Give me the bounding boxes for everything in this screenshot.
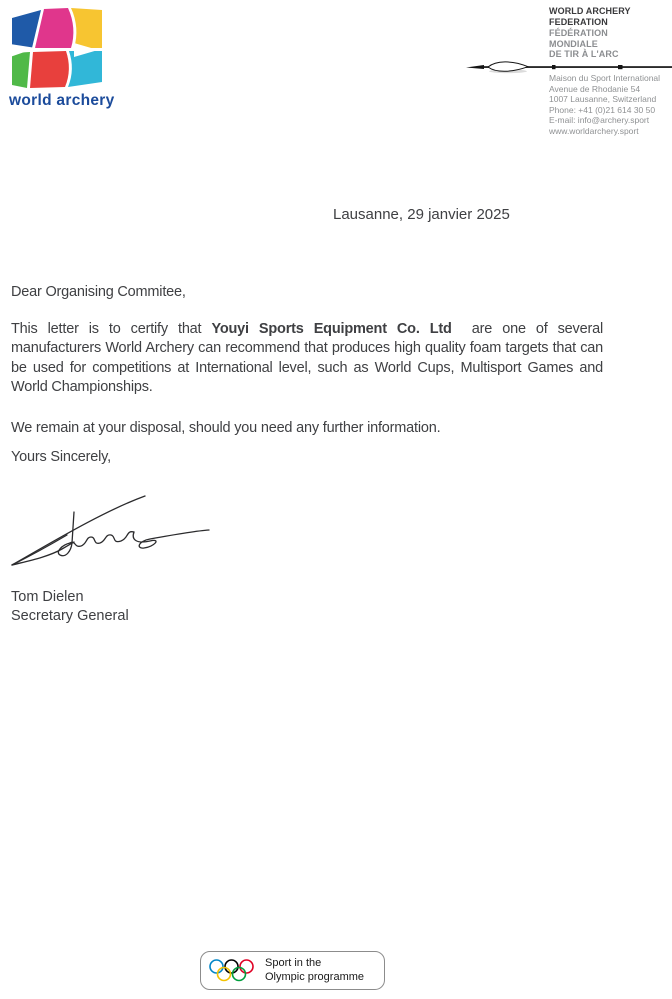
- closing-line: Yours Sincerely,: [11, 449, 111, 465]
- address-line: E-mail: info@archery.sport: [549, 115, 650, 126]
- body-paragraph: [11, 320, 603, 397]
- address-block: [549, 73, 660, 137]
- address-line: www.worldarchery.sport: [549, 125, 639, 136]
- org-name-french: [549, 28, 619, 60]
- signature: [4, 485, 216, 577]
- body-text: are one of several manufacturers World Archery can recommend that produces high quality foam targets that can be used for competitions at International level, such as World Cups, Multisport Games and World Championships.: [11, 321, 603, 395]
- salutation: Dear Organising Commitee,: [11, 284, 186, 300]
- signer-name: Tom Dielen: [11, 589, 84, 605]
- olympic-programme-label-line: Sport in the: [265, 957, 322, 969]
- signer-title: Secretary General: [11, 608, 129, 624]
- olympic-programme-badge: [200, 951, 385, 990]
- org-name-line: MONDIALE: [549, 38, 598, 49]
- body-paragraph-2: We remain at your disposal, should you need any further information.: [11, 420, 441, 436]
- address-line: 1007 Lausanne, Switzerland: [549, 94, 657, 105]
- org-name-line: DE TIR À L'ARC: [549, 49, 619, 59]
- world-archery-logo-icon: [10, 8, 104, 92]
- org-name-english: [549, 6, 631, 27]
- olympic-rings-icon: [208, 957, 256, 984]
- org-name-line: FÉDÉRATION: [549, 28, 608, 38]
- olympic-programme-label-line: Olympic programme: [265, 970, 365, 983]
- org-name-line: FEDERATION: [549, 16, 608, 27]
- org-name-line: WORLD ARCHERY: [549, 6, 631, 16]
- address-line: Maison du Sport International: [549, 73, 661, 83]
- world-archery-wordmark: world archery: [9, 92, 115, 109]
- address-line: Phone: +41 (0)21 614 30 50: [549, 104, 656, 115]
- address-line: Avenue de Rhodanie 54: [549, 83, 641, 94]
- body-text: This letter is to certify that: [11, 321, 212, 337]
- olympic-programme-label: [265, 957, 364, 984]
- date-line: Lausanne, 29 janvier 2025: [333, 206, 510, 223]
- company-name: Youyi Sports Equipment Co. Ltd: [211, 321, 452, 337]
